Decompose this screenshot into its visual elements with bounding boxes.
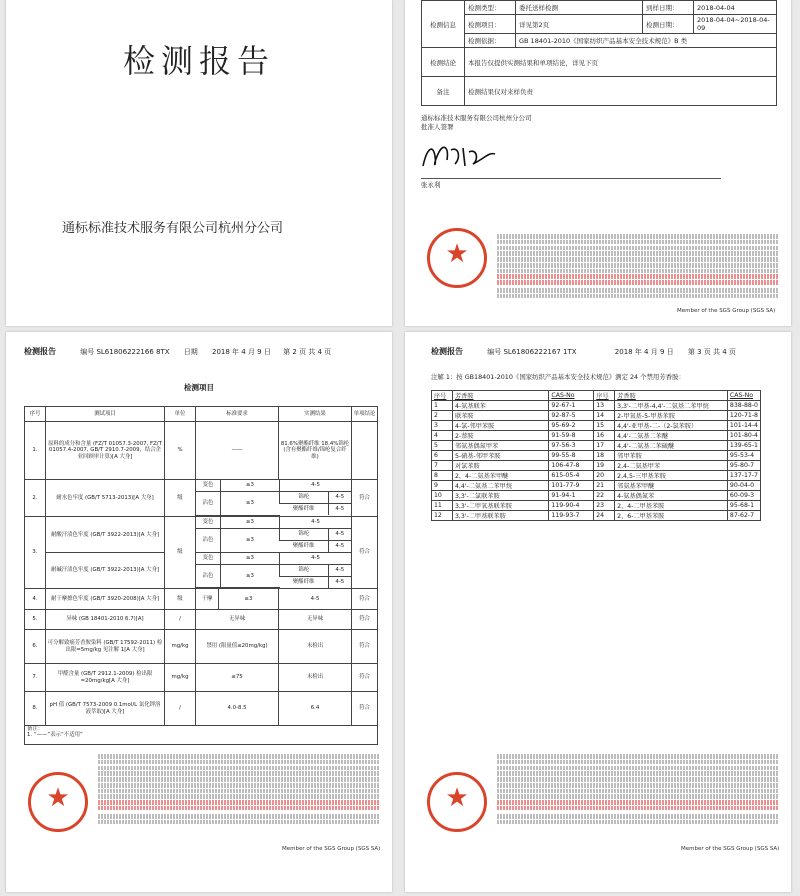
sub-result: 4-5 — [280, 552, 352, 564]
amine-cell: 9 — [432, 481, 453, 491]
table-row — [432, 511, 761, 521]
amine-cell: 21 — [594, 481, 615, 491]
amine-cell: 91-59-8 — [549, 431, 594, 441]
amine-cell: 106-47-8 — [549, 461, 594, 471]
amine-cell: 4-氨基偶氮苯 — [615, 491, 728, 501]
amine-cell: 4-氨基联苯 — [452, 401, 548, 411]
row-no: 8. — [25, 692, 46, 726]
sub-label: 沾色 — [196, 564, 221, 588]
sub-result: 4-5 — [280, 517, 352, 529]
col-header: 单位 — [165, 407, 196, 422]
row-item: 原料的成分和含量 (FZ/T 01057.3-2007, FZ/T 01057.4-2007, GB/T 2910.7-2009，结合企业回顾审计算)[A 大身] — [46, 422, 165, 480]
row-verdict: 符合 — [352, 480, 378, 517]
amine-cell: 97-56-3 — [549, 441, 594, 451]
amine-cell: 11 — [432, 501, 453, 511]
row-result: 4-5 — [279, 589, 352, 610]
amine-cell: 60-09-3 — [727, 491, 760, 501]
amine-cell: 16 — [594, 431, 615, 441]
table-row — [432, 471, 761, 481]
table-row — [432, 491, 761, 501]
star-seal-icon: ★ — [427, 228, 487, 288]
row-item: 耐干摩擦色牢度 (GB/T 3920-2008)[A 大身] — [46, 589, 165, 610]
remark-note: 1. “——”表示“不适用” — [27, 732, 83, 739]
issuer-name: 通标标准技术服务有限公司杭州分公司 — [421, 114, 532, 122]
amine-cell: 10 — [432, 491, 453, 501]
report-cover-page — [6, 0, 392, 326]
amine-cell: 6 — [432, 451, 453, 461]
amine-cell: 3,3'-二甲基联苯胺 — [452, 511, 548, 521]
row-result: 无异味 — [279, 610, 352, 630]
info-row — [422, 34, 777, 48]
row-req: 禁用 (限量值≤20mg/kg) — [196, 630, 279, 664]
col-header: 芳香胺 — [615, 391, 728, 401]
row-item: 可分解致癌芳香胺染料 (GB/T 17592-2011) 检出限=5mg/kg 见注解 1[A 大身] — [46, 630, 165, 664]
amine-cell: 2，4-二氨基苯甲醚 — [452, 471, 548, 481]
table-header-row — [432, 391, 761, 401]
date-label: 日期 — [183, 348, 198, 356]
sub-fiber: 锦纶 — [280, 528, 329, 540]
sub-label: 沾色 — [196, 492, 221, 516]
signature — [419, 138, 499, 174]
row-no: 4. — [25, 589, 46, 610]
row-unit: % — [165, 422, 196, 480]
amine-cell: 95-80-7 — [727, 461, 760, 471]
amine-cell: 90-04-0 — [727, 481, 760, 491]
remark-label: 备注： — [27, 726, 44, 732]
amine-cell: 4,4'-二氨基二苯硫醚 — [615, 441, 728, 451]
amine-cell: 20 — [594, 471, 615, 481]
amine-cell: 4 — [432, 431, 453, 441]
amine-cell: 17 — [594, 441, 615, 451]
row-req: ≥3 — [244, 595, 253, 602]
info-key: 检测日期： — [643, 15, 694, 34]
info-value: 委托送样检测 — [516, 1, 643, 15]
sub-req: ≥3 — [221, 552, 280, 564]
amine-cell: 4,4'-亚甲基-二-（2-氯苯胺） — [615, 421, 728, 431]
amine-cell: 2-萘胺 — [452, 431, 548, 441]
row-result: 未检出 — [279, 664, 352, 692]
sgs-member-text: Member of the SGS Group (SGS SA) — [282, 846, 381, 852]
row-verdict: 符合 — [352, 516, 378, 589]
row-verdict — [352, 422, 378, 480]
remark-label: 备注 — [422, 77, 465, 106]
info-key: 检测类型： — [465, 1, 516, 15]
info-key: 检测依据： — [465, 34, 516, 48]
amine-cell: 18 — [594, 451, 615, 461]
sub-req: ≥3 — [221, 517, 280, 529]
sub-req: ≥3 — [221, 528, 280, 552]
amine-cell: 101-14-4 — [727, 421, 760, 431]
col-header: CAS-No — [727, 391, 760, 401]
col-header: 测试项目 — [46, 407, 165, 422]
amine-cell: 5 — [432, 441, 453, 451]
amine-cell: 137-17-7 — [727, 471, 760, 481]
row-unit: 级 — [165, 480, 196, 517]
row-no: 6. — [25, 630, 46, 664]
report-number: 编号 SL61806222167 1TX — [487, 348, 577, 356]
address-fine-print — [98, 814, 380, 826]
amine-cell: 22 — [594, 491, 615, 501]
page-number: 第 3 页 共 4 页 — [687, 348, 736, 356]
test-table — [24, 406, 378, 745]
amine-cell: 101-80-4 — [727, 431, 760, 441]
row-unit: mg/kg — [165, 664, 196, 692]
row-verdict: 符合 — [352, 692, 378, 726]
test-results-page — [6, 332, 392, 892]
col-header: 标准要求 — [196, 407, 279, 422]
col-header: 序号 — [432, 391, 453, 401]
row-item: 耐碱汗渍色牢度 (GB/T 3922-2013)[A 大身] — [50, 566, 160, 573]
amine-cell: 95-53-4 — [727, 451, 760, 461]
amine-cell: 120-71-8 — [727, 411, 760, 421]
sgs-member-text: Member of the SGS Group (SGS SA) — [677, 308, 776, 314]
page-header — [431, 346, 781, 357]
sub-req: ≥3 — [221, 492, 280, 516]
amine-cell: 24 — [594, 511, 615, 521]
table-row — [432, 501, 761, 511]
terms-fine-print — [497, 754, 779, 810]
info-row — [422, 1, 777, 15]
amine-cell: 15 — [594, 421, 615, 431]
amine-cell: 99-55-8 — [549, 451, 594, 461]
amine-cell: 3 — [432, 421, 453, 431]
amine-cell: 92-67-1 — [549, 401, 594, 411]
section-title: 检测项目 — [184, 383, 214, 392]
amine-cell: 119-93-7 — [549, 511, 594, 521]
cover-company: 通标标准技术服务有限公司杭州分公司 — [62, 221, 284, 236]
row-item: 耐水色牢度 (GB/T 5713-2013)[A 大身] — [46, 480, 165, 517]
terms-fine-print — [98, 754, 380, 810]
row-item: 耐酸汗渍色牢度 (GB/T 3922-2013)[A 大身] — [46, 518, 164, 553]
table-row — [432, 421, 761, 431]
table-row — [432, 441, 761, 451]
table-row — [432, 401, 761, 411]
amine-cell: 3,3'-二甲氧基联苯胺 — [452, 501, 548, 511]
table-row — [432, 481, 761, 491]
amine-cell: 3,3'-二氯联苯胺 — [452, 491, 548, 501]
amine-cell: 4-氯-邻甲苯胺 — [452, 421, 548, 431]
amine-cell: 838-88-0 — [727, 401, 760, 411]
amine-cell: 14 — [594, 411, 615, 421]
address-fine-print — [497, 814, 779, 826]
header-title: 检测报告 — [431, 347, 463, 356]
amine-cell: 12 — [432, 511, 453, 521]
row-unit: / — [165, 692, 196, 726]
terms-fine-print — [497, 234, 779, 286]
conclusion-row — [422, 48, 777, 77]
table-row — [25, 422, 378, 480]
row-verdict: 符合 — [352, 664, 378, 692]
table-row — [25, 610, 378, 630]
sub-label: 变色 — [196, 480, 221, 492]
info-value: 详见第2页 — [516, 15, 643, 34]
amine-cell: 邻甲苯胺 — [615, 451, 728, 461]
table-row — [432, 461, 761, 471]
amine-cell: 2 — [432, 411, 453, 421]
amine-cell: 5-硝基-邻甲苯胺 — [452, 451, 548, 461]
amine-cell: 对氯苯胺 — [452, 461, 548, 471]
amine-note: 注解 1：按 GB18401-2010《国家纺织产品基本安全技术规范》测定 24 个禁用芳香胺： — [431, 373, 685, 381]
amine-cell: 91-94-1 — [549, 491, 594, 501]
row-item: pH 值 (GB/T 7573-2009 0.1mol/L 氯化钾溶液萃取)[A 大身] — [46, 692, 165, 726]
row-req: 无异味 — [196, 610, 279, 630]
star-seal-icon: ★ — [427, 772, 487, 832]
amine-cell: 2，4-二甲基苯胺 — [615, 501, 728, 511]
amine-cell: 联苯胺 — [452, 411, 548, 421]
row-no: 3. — [25, 516, 46, 589]
amine-cell: 2-甲氧基-5-甲基苯胺 — [615, 411, 728, 421]
amine-cell: 101-77-9 — [549, 481, 594, 491]
row-result: 6.4 — [279, 692, 352, 726]
amine-cell: 2，6-二甲基苯胺 — [615, 511, 728, 521]
row-no: 7. — [25, 664, 46, 692]
row-unit: mg/kg — [165, 630, 196, 664]
amine-cell: 19 — [594, 461, 615, 471]
row-item: 甲醛含量 (GB/T 2912.1-2009) 检出限=20mg/kg[A 大身] — [46, 664, 165, 692]
row-no: 5. — [25, 610, 46, 630]
table-header-row — [25, 407, 378, 422]
amine-cell: 1 — [432, 401, 453, 411]
amine-cell: 邻氨基偶氮甲苯 — [452, 441, 548, 451]
conclusion-text: 本报告仅提供实测结果和单项结论，详见下页 — [465, 48, 777, 77]
col-header: 单项结论 — [352, 407, 378, 422]
header-title: 检测报告 — [24, 347, 56, 356]
row-result: 81.6%聚酯纤维 18.4%锦纶 (含有聚酯纤维/锦纶复合纤维) — [279, 422, 352, 480]
sub-label: 变色 — [196, 517, 221, 529]
amine-cell: 2,4-二氨基甲苯 — [615, 461, 728, 471]
address-fine-print — [497, 288, 779, 300]
report-date: 2018 年 4 月 9 日 — [212, 348, 271, 356]
sub-result: 4-5 — [328, 564, 351, 576]
sgs-member-text: Member of the SGS Group (SGS SA) — [681, 846, 780, 852]
amine-cell: 2,4,5-三甲基苯胺 — [615, 471, 728, 481]
amine-cell: 3,3'-二甲基-4,4'-二氨基二苯甲烷 — [615, 401, 728, 411]
sub-result: 4-5 — [328, 540, 351, 552]
amine-cell: 95-69-2 — [549, 421, 594, 431]
col-header: 芳香胺 — [452, 391, 548, 401]
table-row — [25, 692, 378, 726]
amine-cell: 8 — [432, 471, 453, 481]
sub-fiber: 聚酯纤维 — [280, 540, 329, 552]
amine-list-page — [405, 332, 791, 892]
sub-fiber: 锦纶 — [280, 564, 329, 576]
amine-cell: 92-87-5 — [549, 411, 594, 421]
info-value: 2018-04-04~2018-04-09 — [694, 15, 777, 34]
col-header: 实测结果 — [279, 407, 352, 422]
sub-label: 干摩 — [196, 589, 219, 609]
row-result: 未检出 — [279, 630, 352, 664]
cover-title: 检测报告 — [122, 42, 275, 80]
sub-req: ≥3 — [221, 480, 280, 492]
amine-table — [431, 390, 761, 521]
table-row — [432, 431, 761, 441]
row-unit: / — [165, 610, 196, 630]
col-header: 序号 — [25, 407, 46, 422]
info-key: 到样日期： — [643, 1, 694, 15]
amine-cell: 邻氨基苯甲醚 — [615, 481, 728, 491]
amine-cell: 13 — [594, 401, 615, 411]
star-seal-icon: ★ — [28, 772, 88, 832]
signature-icon — [419, 138, 499, 174]
col-header: 序号 — [594, 391, 615, 401]
info-value: 2018-04-04 — [694, 1, 777, 15]
signature-line — [421, 178, 721, 179]
table-row — [25, 516, 378, 589]
amine-cell: 7 — [432, 461, 453, 471]
sub-result: 4-5 — [328, 576, 351, 588]
sub-result: 4-5 — [328, 492, 351, 504]
sub-fiber: 锦纶 — [280, 492, 329, 504]
row-req: ≤75 — [196, 664, 279, 692]
table-row — [432, 411, 761, 421]
row-req: 4.0-8.5 — [196, 692, 279, 726]
info-section-label: 检测信息 — [422, 1, 465, 48]
col-header: CAS-No — [549, 391, 594, 401]
amine-cell: 87-62-7 — [727, 511, 760, 521]
report-info-page — [405, 0, 791, 326]
row-verdict: 符合 — [352, 630, 378, 664]
row-verdict: 符合 — [352, 610, 378, 630]
page-number: 第 2 页 共 4 页 — [283, 348, 332, 356]
report-number: 编号 SL61806222166 8TX — [80, 348, 170, 356]
sub-result: 4-5 — [280, 480, 352, 492]
sub-result: 4-5 — [328, 504, 351, 516]
amine-cell: 23 — [594, 501, 615, 511]
table-row — [25, 630, 378, 664]
amine-cell: 139-65-1 — [727, 441, 760, 451]
amine-cell: 4,4'-二氨基二苯甲烷 — [452, 481, 548, 491]
row-item: 异味 (GB 18401-2010 6.7)[A] — [46, 610, 165, 630]
row-req: —— — [196, 422, 279, 480]
amine-cell: 119-90-4 — [549, 501, 594, 511]
table-row — [25, 664, 378, 692]
table-row — [25, 589, 378, 610]
info-row — [422, 15, 777, 34]
amine-cell: 95-68-1 — [727, 501, 760, 511]
row-unit: 级 — [165, 589, 196, 610]
amine-cell: 4,4'-二氨基二苯醚 — [615, 431, 728, 441]
row-no: 1. — [25, 422, 46, 480]
page-header — [24, 346, 374, 357]
info-value: GB 18401-2010《国家纺织产品基本安全技术规范》B 类 — [516, 34, 777, 48]
table-row — [432, 451, 761, 461]
sub-fiber: 聚酯纤维 — [292, 578, 315, 585]
signer-name: 张永利 — [421, 181, 441, 189]
row-no: 2. — [25, 480, 46, 517]
table-row — [25, 480, 378, 517]
remark-row — [25, 726, 378, 745]
info-key: 检测项目： — [465, 15, 516, 34]
sub-result: 4-5 — [328, 528, 351, 540]
remark-text: 检测结果仅对来样负责 — [465, 77, 777, 106]
row-verdict: 符合 — [352, 589, 378, 610]
approver-label: 批准人签署 — [421, 123, 454, 131]
sub-fiber: 聚酯纤维 — [292, 506, 315, 513]
info-table — [421, 0, 777, 106]
conclusion-label: 检测结论 — [422, 48, 465, 77]
amine-cell: 615-05-4 — [549, 471, 594, 481]
sub-label: 变色 — [196, 552, 221, 564]
sub-req: ≥3 — [221, 564, 280, 588]
remark-row — [422, 77, 777, 106]
sub-label: 沾色 — [196, 528, 221, 552]
row-unit: 级 — [165, 516, 196, 589]
report-date: 2018 年 4 月 9 日 — [614, 348, 674, 356]
